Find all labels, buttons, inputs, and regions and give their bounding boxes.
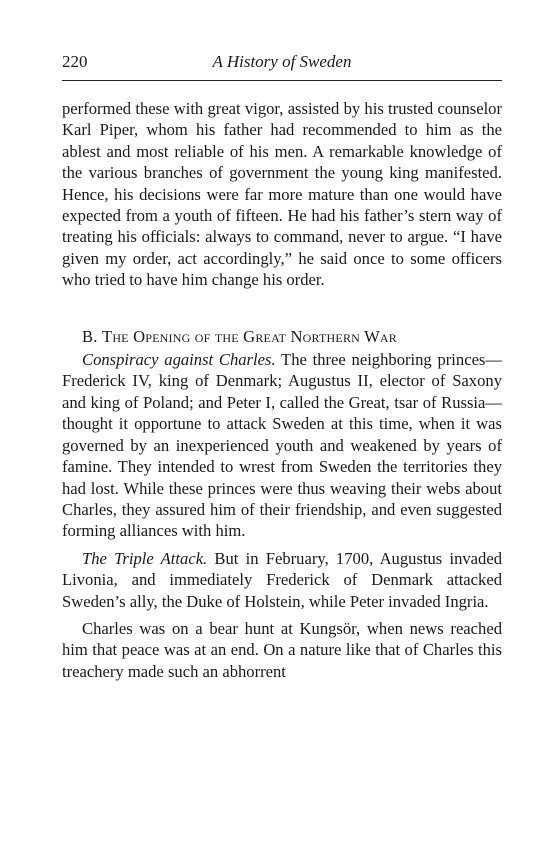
running-title: A History of Sweden [212, 52, 352, 71]
paragraph-triple-attack-text: But in February, 1700, Augustus invaded Livonia, and immediately Frederick of Denmark attacked Sweden’s ally, the Duke of Holstein, while Peter invaded Ingria. [62, 548, 503, 611]
paragraph-bear-hunt: Charles was on a bear hunt at Kungsör, when news reached him that peace was at an end. On a nature like that of Charles this treachery made such an abhorrent [62, 618, 502, 681]
page-number: 220 [62, 52, 88, 71]
body-paragraph-continued: performed these with great vigor, assisted by his trusted counselor Karl Piper, whom his father had recommended to him as the ablest and most reliable of his men. A remarkable knowledge of the various branches of government the young king manifested. Hence, his decisions were far more mature than one would have expected from a youth of fifteen. He had his father’s stern way of treating his officials: always to command, never to argue. “I have given my order, act accordingly,” he said once to some officers who tried to have him change his order. [62, 99, 502, 290]
run-in-heading-triple-attack: The Triple Attack. [82, 548, 208, 568]
run-in-heading-conspiracy: Conspiracy against Charles. [82, 350, 276, 370]
book-page [62, 52, 502, 682]
section-heading [62, 326, 502, 347]
paragraph-triple-attack [62, 548, 502, 612]
paragraph-conspiracy-text: The three neighboring princes—Frederick IV, king of Denmark; Augustus II, elector of Saxony and king of Poland; and Peter I, called the Great, tsar of Russia—thought it opportune to attack Sweden at this time, when it was governed by an inexperienced youth and weakened by years of famine. They intended to wrest from Sweden the territories they had lost. While these princes were thus weaving their webs about Charles, they assured him of their friendship, and even suggested forming alliances with him. [62, 350, 502, 541]
page-header [62, 52, 502, 81]
section-title: The Opening of the Great Northern War [101, 326, 397, 346]
section-letter: B. [82, 326, 98, 346]
paragraph-conspiracy [62, 349, 502, 542]
